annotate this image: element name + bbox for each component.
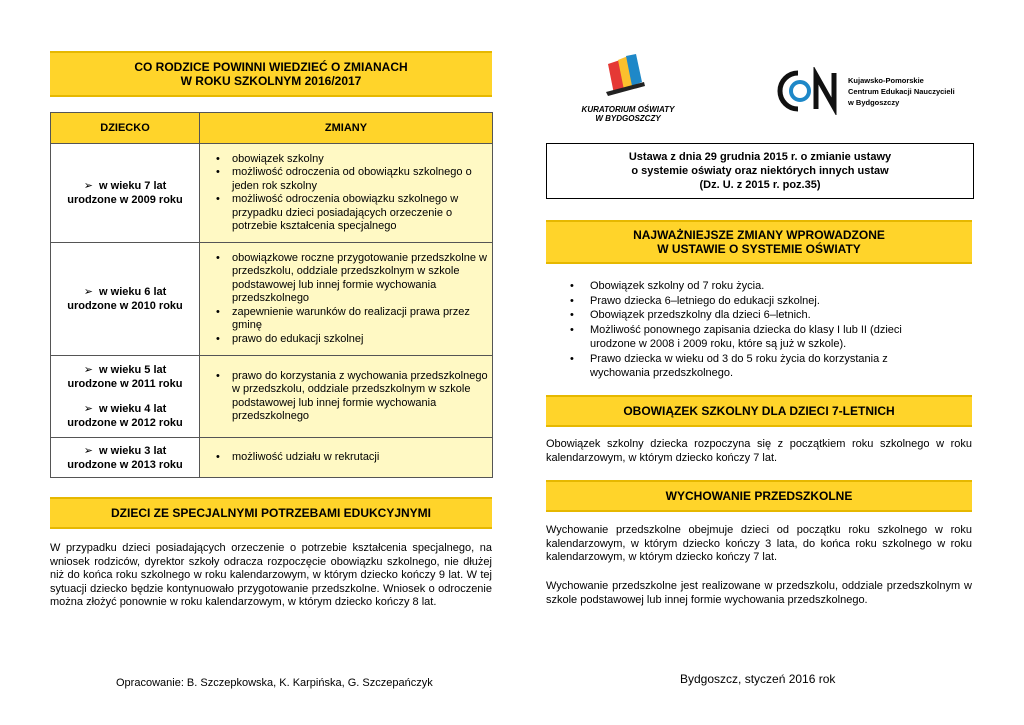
list-item: • Obowiązek szkolny od 7 roku życia. [590,279,930,294]
list-item: • prawo do edukacji szkolnej [232,333,488,347]
left-header-line2: W ROKU SZKOLNYM 2016/2017 [180,74,362,88]
cen-line2: Centrum Edukacji Nauczycieli [848,86,955,96]
cen-logo [772,66,972,116]
age-label: w wieku 7 lat [99,180,167,192]
bullet-arrow-icon: ➢ [83,180,93,192]
list-item: • możliwość udziału w rekrutacji [232,451,488,465]
changes-cell [200,356,493,438]
ustawa-box [546,143,974,199]
table-header-row [51,113,493,144]
special-needs-title-text: DZIECI ZE SPECJALNYMI POTRZEBAMI EDUKCYJNYMI [110,506,432,520]
list-item: • możliwość odroczenia od obowiązku szkolnego o jeden rok szkolny [232,166,488,193]
age-label: w wieku 3 lat [99,444,167,457]
kuratorium-line1: KURATORIUM OŚWIATY [581,105,675,114]
child-cell [51,144,200,243]
cen-logo-icon [772,67,842,115]
born-label: urodzone w 2012 roku [67,417,183,429]
special-needs-title [50,497,492,529]
footer-left: Opracowanie: B. Szczepkowska, K. Karpińska, G. Szczepańczyk [116,677,433,689]
list-item: • obowiązek szkolny [232,153,488,167]
left-header [50,51,492,97]
kuratorium-line2: W BYDGOSZCZY [595,114,661,123]
preschool-title-text: WYCHOWANIE PRZEDSZKOLNE [665,489,853,503]
kuratorium-logo [578,52,678,124]
changes-list [546,279,930,381]
preschool-text-2: Wychowanie przedszkolne jest realizowane w przedszkolu, oddziale przedszkolnym w szkole podstawowej lub innej formie wychowania przedszkolnego. [546,580,972,606]
cen-line3: w Bydgoszczy [848,97,900,107]
compulsory-title-text: OBOWIĄZEK SZKOLNY DLA DZIECI 7-LETNICH [623,404,895,418]
ustawa-line3: (Dz. U. z 2015 r. poz.35) [699,179,821,191]
changes-cell [200,144,493,243]
changes-title-line1: NAJWAŻNIEJSZE ZMIANY WPROWADZONE [633,228,885,242]
ustawa-line2: o systemie oświaty oraz niektórych innych ustaw [631,165,889,177]
kuratorium-logo-icon [578,52,678,100]
ustawa-line1: Ustawa z dnia 29 grudnia 2015 r. o zmianie ustawy [628,151,892,163]
born-label: urodzone w 2009 roku [67,194,183,206]
list-item: • prawo do korzystania z wychowania przedszkolnego w przedszkolu, oddziale przedszkolnym w szkole podstawowej lub innej formie wychowania przedszkolnego [232,370,488,424]
changes-title [546,220,972,264]
compulsory-title [546,395,972,427]
bullet-arrow-icon: ➢ [83,444,93,457]
footer-right: Bydgoszcz, styczeń 2016 rok [680,672,836,686]
bullet-arrow-icon: ➢ [83,403,93,415]
list-item: • Prawo dziecka w wieku od 3 do 5 roku życia do korzystania z wychowania przedszkolnego. [590,352,930,381]
child-cell [51,356,200,438]
list-item: • możliwość odroczenia obowiązku szkolnego w przypadku dzieci posiadających orzeczenie o potrzebie kształcenia specjalnego [232,193,488,234]
table-row [51,438,493,478]
list-item: • Prawo dziecka 6–letniego do edukacji szkolnej. [590,294,930,309]
bullet-arrow-icon: ➢ [83,364,93,376]
col-changes-header: ZMIANY [200,113,493,144]
left-header-line1: CO RODZICE POWINNI WIEDZIEĆ O ZMIANACH [134,60,408,74]
born-label: urodzone w 2013 roku [67,458,183,471]
changes-table [50,112,493,478]
compulsory-text: Obowiązek szkolny dziecka rozpoczyna się z początkiem roku szkolnego w roku kalendarzowym, w którym dziecko kończy 7 lat. [546,438,972,464]
child-cell [51,438,200,478]
changes-title-line2: W USTAWIE O SYSTEMIE OŚWIATY [657,242,861,256]
table-row [51,144,493,243]
cen-line1: Kujawsko-Pomorskie [848,75,924,85]
list-item: • zapewnienie warunków do realizacji prawa przez gminę [232,306,488,333]
col-child-header: DZIECKO [51,113,200,144]
bullet-arrow-icon: ➢ [83,286,93,298]
age-label: w wieku 4 lat [99,403,167,415]
list-item: • Możliwość ponownego zapisania dziecka do klasy I lub II (dzieci urodzone w 2008 i 2009 roku, które są już w szkole). [590,323,930,352]
preschool-title [546,480,972,512]
born-label: urodzone w 2011 roku [67,378,183,390]
child-cell [51,243,200,356]
table-row [51,356,493,438]
changes-cell [200,243,493,356]
preschool-text-1: Wychowanie przedszkolne obejmuje dzieci od początku roku szkolnego w roku kalendarzowym, w którym dziecko kończy 3 lata, do końca roku szkolnego w roku kalendarzowym, w którym dziecko kończy 7 lat. [546,524,972,563]
changes-cell [200,438,493,478]
age-label: w wieku 5 lat [99,364,167,376]
born-label: urodzone w 2010 roku [67,300,183,312]
table-row [51,243,493,356]
special-needs-text: W przypadku dzieci posiadających orzeczenie o potrzebie kształcenia specjalnego, na wniosek rodziców, dyrektor szkoły odracza rozpoczęcie obowiązku szkolnego, nie dłużej niż do końca roku szkolnego w roku kalendarzowym, w którym dziecko kończy 9 lat. W tej sytuacji dziecko będzie kontynuowało przygotowanie przedszkolne. Wniosek o odroczenie można złożyć ponownie w roku kalendarzowym, w którym dziecko kończy 8 lat. [50,542,492,608]
list-item: • Obowiązek przedszkolny dla dzieci 6–letnich. [590,308,930,323]
age-label: w wieku 6 lat [99,286,167,298]
list-item: • obowiązkowe roczne przygotowanie przedszkolne w przedszkolu, oddziale przedszkolnym w szkole podstawowej lub innej formie wychowania przedszkolnego [232,252,488,306]
